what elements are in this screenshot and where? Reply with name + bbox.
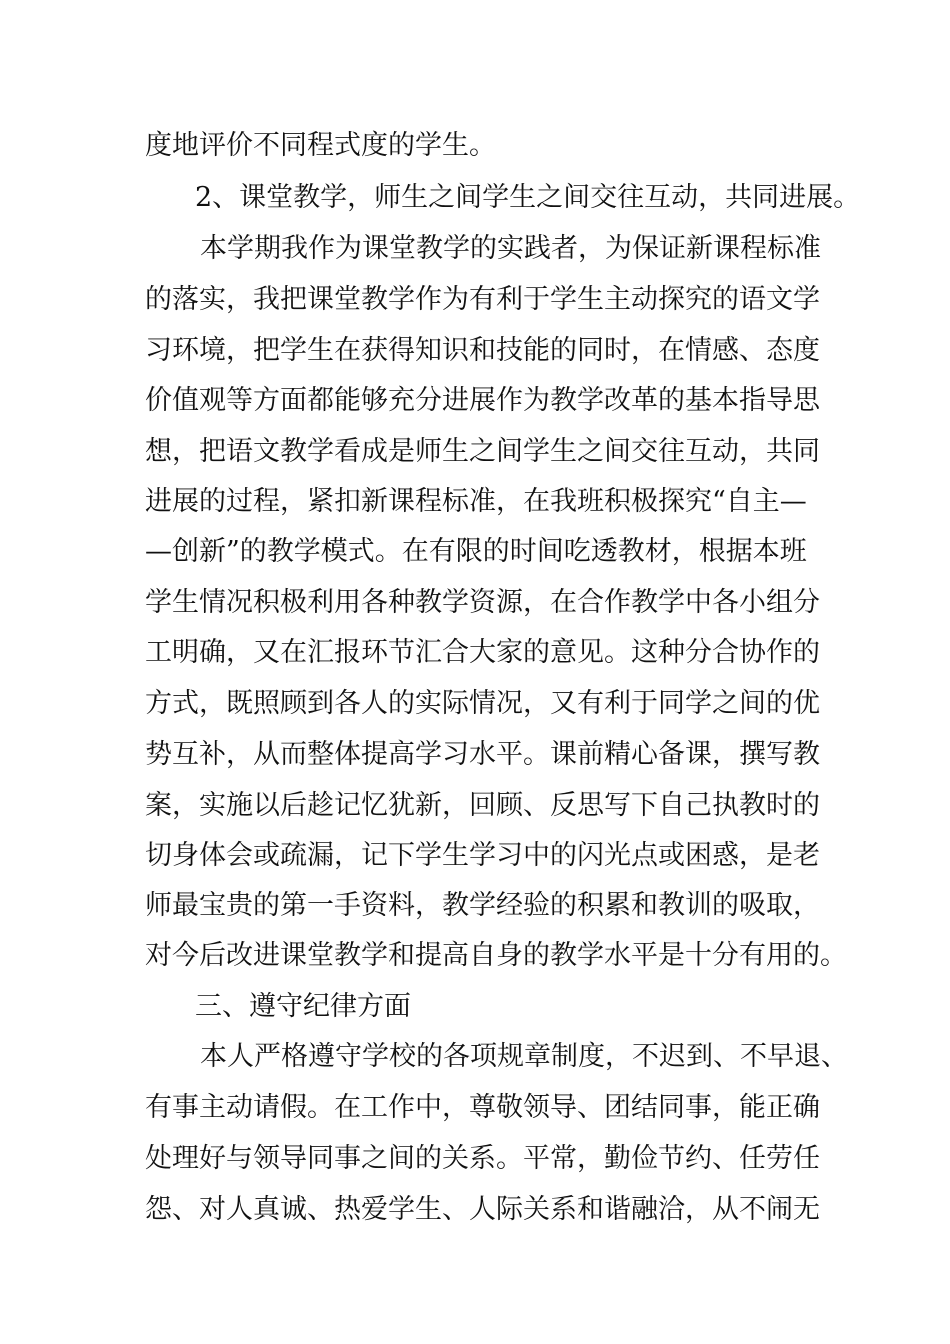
text-line: 处理好与领导同事之间的关系。平常，勤俭节约、任劳任 xyxy=(145,1143,820,1174)
paragraph-first-line: 本学期我作为课堂教学的实践者，为保证新课程标准 xyxy=(200,233,821,264)
text-line: 度地评价不同程式度的学生。 xyxy=(145,130,496,161)
text-line: 势互补，从而整体提高学习水平。课前精心备课，撰写教 xyxy=(145,739,820,770)
text-line: 对今后改进课堂教学和提高自身的教学水平是十分有用的。 xyxy=(145,940,847,971)
text-line: 进展的过程，紧扣新课程标准，在我班积极探究“自主— xyxy=(145,486,807,517)
text-line: 怨、对人真诚、热爱学生、人际关系和谐融洽，从不闹无 xyxy=(145,1194,820,1225)
text-line: 师最宝贵的第一手资料，教学经验的积累和教训的吸取， xyxy=(145,890,820,921)
text-line: 价值观等方面都能够充分进展作为教学改革的基本指导思 xyxy=(145,385,820,416)
text-line: 习环境，把学生在获得知识和技能的同时，在情感、态度 xyxy=(145,335,820,366)
text-line: 学生情况积极利用各种教学资源，在合作教学中各小组分 xyxy=(145,587,820,618)
text-line: 的落实，我把课堂教学作为有利于学生主动探究的语文学 xyxy=(145,284,820,315)
text-line: 工明确，又在汇报环节汇合大家的意见。这种分合协作的 xyxy=(145,637,820,668)
paragraph-first-line: 本人严格遵守学校的各项规章制度，不迟到、不早退、 xyxy=(200,1041,848,1072)
text-line: 想，把语文教学看成是师生之间学生之间交往互动，共同 xyxy=(145,436,820,467)
text-line: 方式，既照顾到各人的实际情况，又有利于同学之间的优 xyxy=(145,688,820,719)
section-heading: 三、遵守纪律方面 xyxy=(195,991,411,1022)
text-line: —创新”的教学模式。在有限的时间吃透教材，根据本班 xyxy=(145,536,807,567)
numbered-item-heading: 2、课堂教学，师生之间学生之间交往互动，共同进展。 xyxy=(195,182,861,213)
text-line: 案，实施以后趁记忆犹新，回顾、反思写下自己执教时的 xyxy=(145,790,820,821)
text-line: 有事主动请假。在工作中，尊敬领导、团结同事，能正确 xyxy=(145,1092,820,1123)
text-line: 切身体会或疏漏，记下学生学习中的闪光点或困惑，是老 xyxy=(145,840,820,871)
